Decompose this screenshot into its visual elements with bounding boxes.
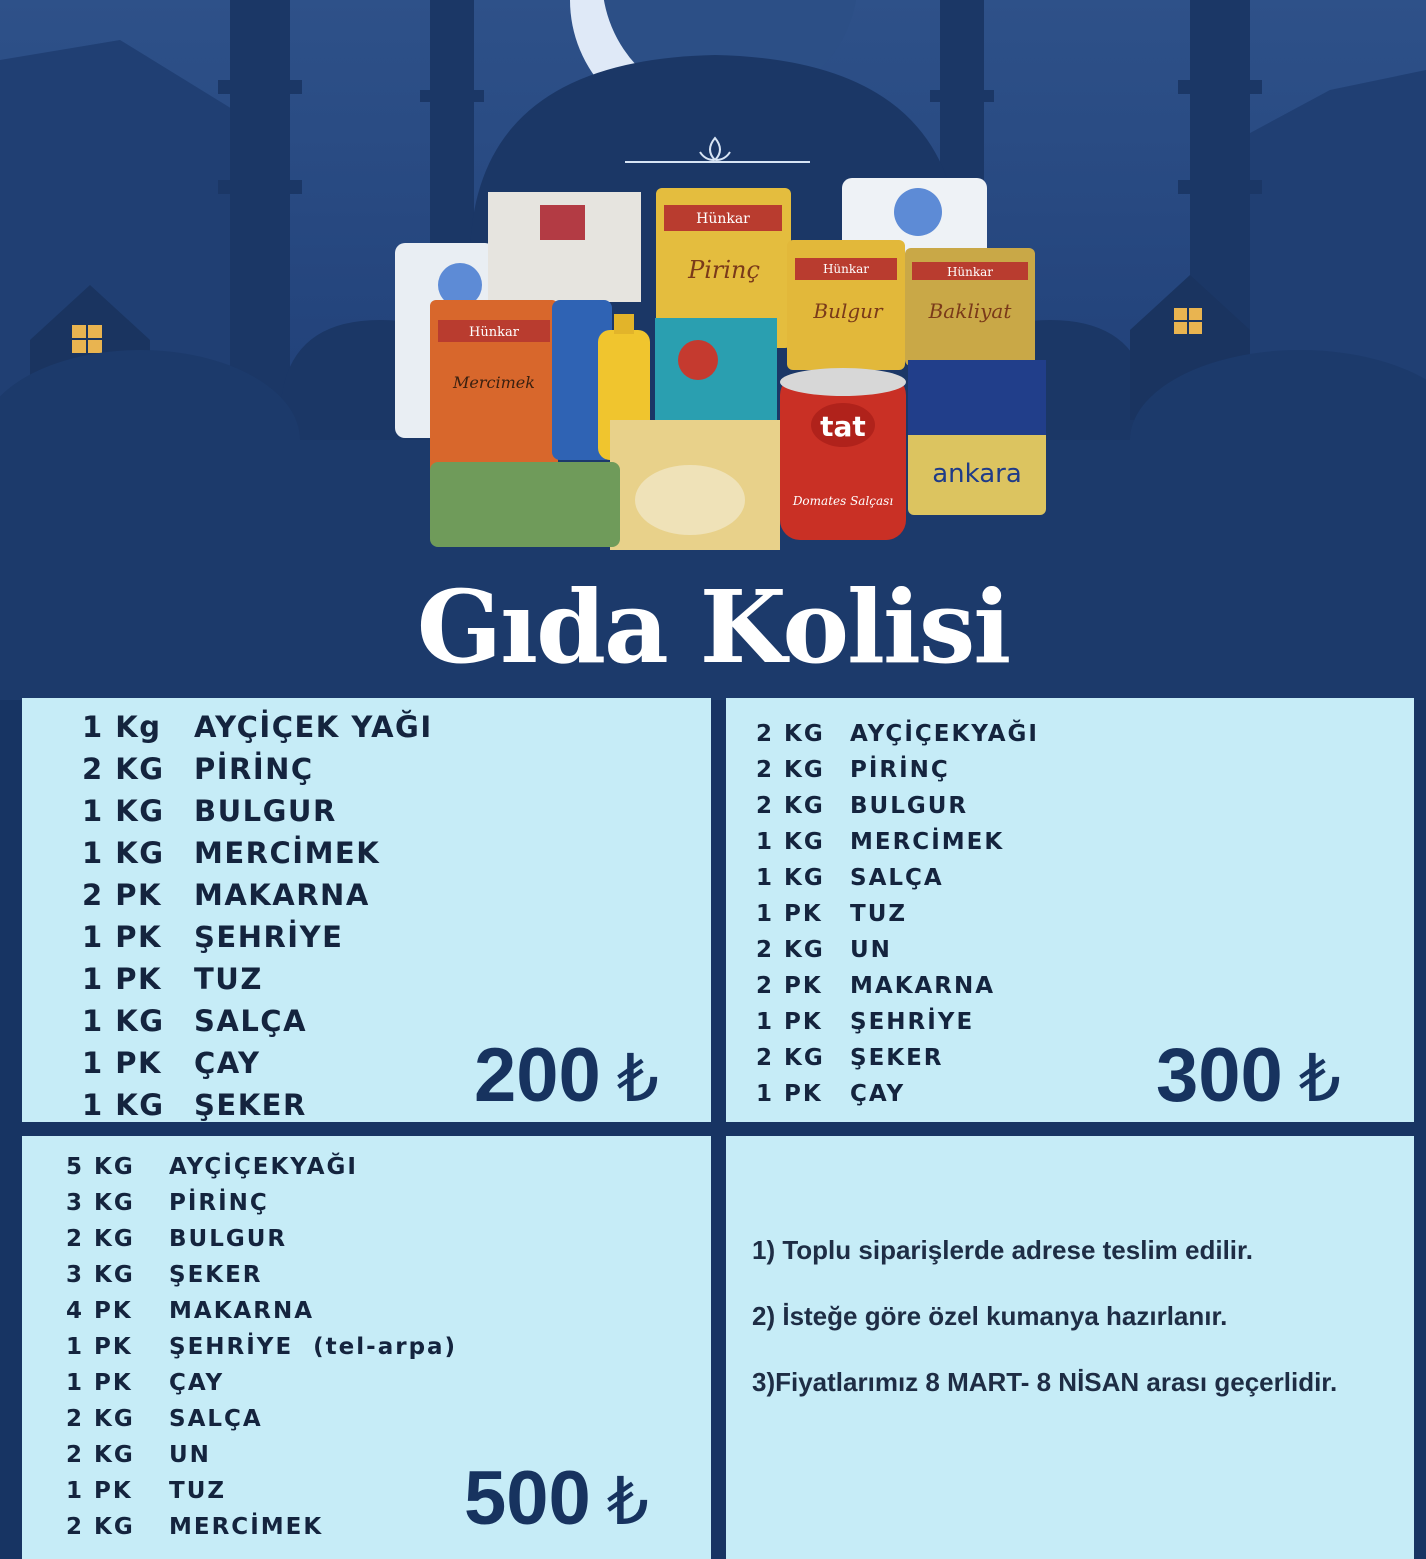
lira-icon: ₺ (606, 1464, 649, 1538)
item-qty: 2 KG (756, 757, 825, 783)
item-name: ŞEHRİYE (194, 920, 344, 954)
item-qty: 1 Kg (82, 710, 162, 744)
package-200-panel (22, 698, 711, 1122)
item-name: UN (169, 1442, 211, 1468)
list-item (82, 958, 433, 1000)
item-qty: 1 PK (82, 1046, 163, 1080)
price-value: 500 (464, 1456, 591, 1541)
item-name: SALÇA (850, 865, 944, 891)
svg-text:Bakliyat: Bakliyat (928, 299, 1012, 323)
item-qty: 2 KG (756, 793, 825, 819)
list-item (82, 1084, 433, 1126)
svg-text:Hünkar: Hünkar (822, 262, 870, 276)
item-name: MAKARNA (850, 973, 996, 999)
item-name: PİRİNÇ (169, 1190, 269, 1216)
page-title: Gıda Kolisi (416, 568, 1010, 686)
list-item (66, 1509, 457, 1545)
list-item (66, 1149, 457, 1185)
list-item (756, 1076, 1039, 1112)
item-name: MERCİMEK (194, 836, 381, 870)
list-item (82, 1000, 433, 1042)
item-qty: 2 KG (66, 1514, 135, 1540)
item-name: BULGUR (850, 793, 969, 819)
svg-text:Hünkar: Hünkar (946, 265, 994, 279)
item-qty: 1 KG (82, 836, 165, 870)
item-qty: 4 PK (66, 1298, 133, 1324)
item-name: TUZ (850, 901, 908, 927)
note-item: 3)Fiyatlarımız 8 MART- 8 NİSAN arası geçerlidir. (752, 1367, 1338, 1397)
item-qty: 5 KG (66, 1154, 135, 1180)
package-300-panel (726, 698, 1414, 1122)
list-item (66, 1365, 457, 1401)
note-item: 1) Toplu siparişlerde adrese teslim edilir. (752, 1235, 1253, 1265)
svg-text:tat: tat (820, 410, 866, 443)
list-item (756, 896, 1039, 932)
item-name: AYÇİÇEKYAĞI (850, 721, 1039, 747)
item-qty: 1 KG (756, 829, 825, 855)
list-item (66, 1185, 457, 1221)
price-value: 200 (474, 1033, 601, 1118)
item-name: TUZ (194, 962, 263, 996)
package-300-price (1156, 1033, 1341, 1118)
item-name: TUZ (169, 1478, 227, 1504)
item-name: ŞEKER (194, 1088, 307, 1122)
item-qty: 1 PK (66, 1334, 133, 1360)
notes-list (752, 1234, 1337, 1432)
item-qty: 1 KG (756, 865, 825, 891)
list-item (66, 1329, 457, 1365)
item-name: AYÇİÇEKYAĞI (169, 1154, 358, 1180)
svg-text:Bulgur: Bulgur (813, 299, 883, 323)
package-200-price (474, 1033, 659, 1118)
list-item (756, 788, 1039, 824)
item-qty: 2 KG (66, 1406, 135, 1432)
item-qty: 1 KG (82, 1088, 165, 1122)
item-qty: 2 KG (82, 752, 165, 786)
item-qty: 3 KG (66, 1262, 135, 1288)
list-item (66, 1221, 457, 1257)
package-500-panel (22, 1136, 711, 1559)
food-products-image (395, 178, 1046, 550)
svg-text:Domates Salçası: Domates Salçası (792, 494, 894, 508)
item-qty: 1 PK (756, 901, 823, 927)
item-qty: 2 KG (66, 1226, 135, 1252)
list-item (66, 1401, 457, 1437)
item-qty: 3 KG (66, 1190, 135, 1216)
item-qty: 2 KG (66, 1442, 135, 1468)
item-qty: 1 PK (756, 1081, 823, 1107)
item-name: MAKARNA (169, 1298, 315, 1324)
item-name: ŞEKER (169, 1262, 263, 1288)
item-name: ŞEKER (850, 1045, 944, 1071)
list-item (66, 1473, 457, 1509)
list-item (756, 824, 1039, 860)
item-name: MAKARNA (194, 878, 370, 912)
item-qty: 1 PK (66, 1370, 133, 1396)
package-300-item-list (756, 716, 1039, 1112)
item-name: UN (850, 937, 892, 963)
svg-text:ankara: ankara (932, 459, 1022, 489)
item-qty: 2 KG (756, 937, 825, 963)
item-name: ŞEHRİYE (850, 1009, 975, 1035)
list-item (66, 1437, 457, 1473)
item-qty: 1 PK (66, 1478, 133, 1504)
item-name: ÇAY (169, 1370, 225, 1396)
item-name: ÇAY (194, 1046, 261, 1080)
list-item (66, 1257, 457, 1293)
svg-text:Mercimek: Mercimek (453, 373, 535, 392)
list-item (82, 748, 433, 790)
item-qty: 2 KG (756, 1045, 825, 1071)
note-item: 2) İsteğe göre özel kumanya hazırlanır. (752, 1301, 1228, 1331)
item-qty: 1 PK (756, 1009, 823, 1035)
svg-text:Pirinç: Pirinç (688, 256, 760, 284)
item-qty: 2 PK (82, 878, 163, 912)
svg-text:Hünkar: Hünkar (469, 325, 519, 340)
list-item (82, 706, 433, 748)
item-qty: 1 PK (82, 962, 163, 996)
item-qty: 1 KG (82, 794, 165, 828)
item-name: ŞEHRİYE (tel-arpa) (169, 1334, 458, 1360)
list-item (756, 932, 1039, 968)
list-item (82, 1042, 433, 1084)
item-qty: 1 KG (82, 1004, 165, 1038)
item-qty: 2 PK (756, 973, 823, 999)
item-name: ÇAY (850, 1081, 906, 1107)
list-item (756, 968, 1039, 1004)
list-item (756, 1040, 1039, 1076)
list-item (756, 860, 1039, 896)
lira-icon: ₺ (616, 1041, 659, 1115)
package-500-price (464, 1456, 649, 1541)
list-item (82, 790, 433, 832)
package-200-item-list (82, 706, 433, 1126)
item-qty: 2 KG (756, 721, 825, 747)
item-name: PİRİNÇ (194, 752, 314, 786)
svg-text:Hünkar: Hünkar (696, 211, 750, 227)
item-name: MERCİMEK (850, 829, 1005, 855)
item-name: MERCİMEK (169, 1514, 324, 1540)
notes-panel (726, 1136, 1414, 1559)
list-item (756, 716, 1039, 752)
item-name: AYÇİÇEK YAĞI (194, 710, 433, 744)
list-item (82, 874, 433, 916)
list-item (82, 916, 433, 958)
item-name: SALÇA (194, 1004, 308, 1038)
price-value: 300 (1156, 1033, 1283, 1118)
item-name: BULGUR (169, 1226, 288, 1252)
package-500-item-list (66, 1149, 457, 1545)
item-qty: 1 PK (82, 920, 163, 954)
item-name: PİRİNÇ (850, 757, 950, 783)
item-name: SALÇA (169, 1406, 263, 1432)
lira-icon: ₺ (1298, 1041, 1341, 1115)
list-item (756, 752, 1039, 788)
list-item (82, 832, 433, 874)
list-item (756, 1004, 1039, 1040)
item-name: BULGUR (194, 794, 337, 828)
list-item (66, 1293, 457, 1329)
